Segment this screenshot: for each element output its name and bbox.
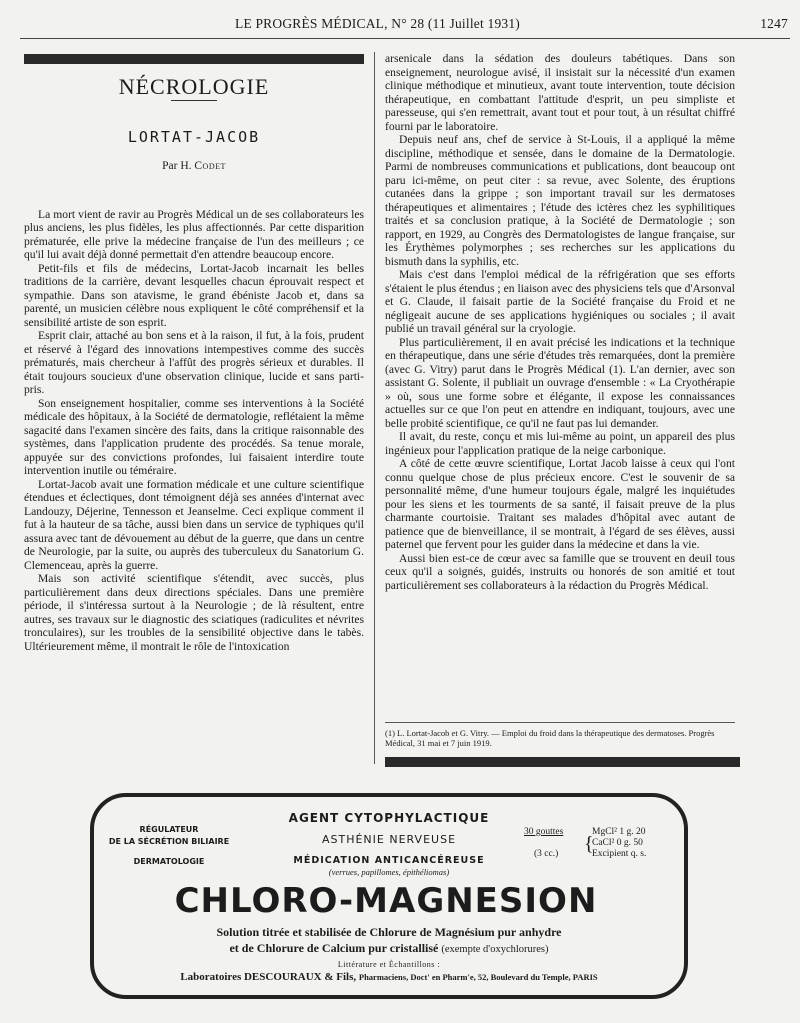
paragraph: Mais son activité scientifique s'étendit, avec succès, plus particulièrement dans deux directions spéciales. Dans une première période, il s'intéressa surtout à la Neurologie ; de là résultent, entre autres, ses travaux sur le diagnostic des sciatiques (radiculites et névrites tronculaires), sur les troubles de la sensibilité objective dans le tabès. Ultérieurement même, il montrait le rôle de l'intoxication bbox=[24, 572, 364, 653]
ad-description-2-text: et de Chlorure de Calcium pur cristallisé bbox=[229, 941, 439, 955]
title-underline bbox=[171, 100, 217, 101]
paragraph: Esprit clair, attaché au bon sens et à la raison, il fut, à la fois, prudent et réservé à l'égard des innovations intempestives comme des succès prématurés, mais chercheur à l'affût des progrès sérieux et durables. Il était toujours soucieux d'une observation clinique, lucide et sans parti-pris. bbox=[24, 329, 364, 396]
page-number: 1247 bbox=[760, 16, 788, 31]
paragraph: Aussi bien est-ce de cœur avec sa famille que se trouvent en deuil tous ceux qu'il a soignés, guidés, instruits ou honorés de son amitié et tout particulièrement ses collaborateurs à la rédaction du Progrès Médical. bbox=[385, 551, 735, 592]
left-column bbox=[24, 54, 364, 766]
top-band bbox=[24, 54, 364, 64]
paragraph: Petit-fils et fils de médecins, Lortat-Jacob incarnait les belles traditions de la carrière, devant lesquelles chacun éprouvait respect et sympathie. Dans son atavisme, le grand ébéniste Jacob et, dans sa parenté, un musicien célèbre nous expliquent le côté compréhensif et la sensibilité artiste de son esprit. bbox=[24, 261, 364, 329]
running-header bbox=[40, 10, 788, 34]
byline bbox=[24, 160, 364, 174]
ad-regulateur: RÉGULATEUR bbox=[139, 825, 199, 834]
byline-author: Codet bbox=[194, 160, 226, 172]
paragraph: Son enseignement hospitalier, comme ses interventions à la Société médicale des hôpitaux, à la Société de dermatologie, reflétaient la même sagacité dans l'examen sincère des faits, dans la critique raisonnable des systèmes, dans l'application prudente des procédés. Sa tenue morale, appuyée sur des convictions profondes, lui faisaient interdire toute intervention inutile ou téméraire. bbox=[24, 396, 364, 477]
paragraph: Il avait, du reste, conçu et mis lui-même au point, un appareil des plus ingénieux pour l'application pratique de la neige carbonique. bbox=[385, 430, 735, 457]
dose-ca: CaCl² 0 g. 50 bbox=[592, 838, 643, 848]
paragraph: Depuis neuf ans, chef de service à St-Louis, il a appliqué la même discipline, méthodique et sensée, dans le domaine de la Dermatologie. Parmi de nombreuses communications et publications, dont beaucoup ont paru ici-même, on peut citer : sa revue, avec Solente, des éruptions cutanées dans la grippe ; son important travail sur les dermatoses thérapeutiques et alimentaires ; l'étude des ictères chez les syphilitiques traités et sa conclusion pratique, à la Société de Dermatologie ; son rapport, en 1929, au Congrès des Dermatologistes de langue française, sur les Érythèmes polymorphes ; ses recherches sur les applications du bismuth dans la syphilis, etc. bbox=[385, 133, 735, 268]
paragraph: La mort vient de ravir au Progrès Médical un de ses collaborateurs les plus anciens, les plus fidèles, les plus affectionnés. Par cette disparition prématurée, elle prive la médecine française de l'un des meilleurs ; ce qu'il lui avait déjà donné permettait d'en attendre beaucoup encore. bbox=[24, 207, 364, 261]
section-title: NÉCROLOGIE bbox=[118, 74, 270, 99]
ad-dermatologie: DERMATOLOGIE bbox=[133, 857, 205, 866]
bottom-band bbox=[385, 757, 740, 767]
ad-asthenie: ASTHÉNIE NERVEUSE bbox=[321, 833, 457, 846]
ad-lab-address: Pharmaciens, Doct' en Pharm'e, 52, Boulevard du Temple, PARIS bbox=[358, 972, 598, 982]
right-column bbox=[385, 52, 735, 752]
dose-brace: { bbox=[584, 833, 594, 855]
ad-laboratory bbox=[94, 971, 684, 983]
dose-excipient: Excipient q. s. bbox=[592, 849, 647, 859]
ad-secretion: DE LA SÉCRÉTION BILIAIRE bbox=[108, 837, 230, 846]
ad-agent: AGENT CYTOPHYLACTIQUE bbox=[288, 811, 490, 825]
paragraph: arsenicale dans la sédation des douleurs tabétiques. Dans son enseignement, neurologue avisé, il insistait sur la nécessité d'un examen clinique méthodique et minutieux, avant toute intervention, toute décision thérapeutique, en combattant l'attitude d'esprit, un peu simpliste et paresseuse, qui s'en remettrait, avant tout et pour tout, à un résultat chiffré fourni par le laboratoire. bbox=[385, 52, 735, 133]
paragraph: A côté de cette œuvre scientifique, Lortat Jacob laisse à ceux qui l'ont connu quelque chose de plus précieux encore. C'est le souvenir de sa personnalité même, d'une humeur toujours égale, malgré les inquiétudes pour les siens et les tourments de sa santé, il faisait preuve de la plus charmante courtoisie. Traitant ses malades d'hôpital avec autant de patience que de bienveillance, il se montrait, à l'égard de ses élèves, aussi paternel que fervent pour les guider dans la médecine et dans la vie. bbox=[385, 457, 735, 551]
footnote-rule bbox=[385, 722, 735, 723]
byline-prefix: Par H. bbox=[162, 160, 192, 172]
column-divider bbox=[374, 52, 375, 764]
paragraph: Mais c'est dans l'emploi médical de la réfrigération que ses efforts s'étaient le plus étendus ; en liaison avec des physiciens tels que d'Arsonval et G. Claude, il faisait partie de la Société française du Froid et ne négligeait aucune de ses applications hygiéniques ou sociales ; il avait publié un travail général sur la cryologie. bbox=[385, 268, 735, 335]
dose-drops: 30 gouttes bbox=[524, 827, 564, 837]
dose-mg: MgCl² 1 g. 20 bbox=[592, 827, 646, 837]
ad-literature: Littérature et Échantillons : bbox=[337, 960, 441, 969]
advertisement bbox=[90, 793, 688, 999]
journal-title: LE PROGRÈS MÉDICAL, N° 28 (11 Juillet 1931) bbox=[235, 16, 520, 31]
dose-cc: (3 cc.) bbox=[534, 849, 559, 859]
ad-description-2 bbox=[94, 941, 684, 956]
paragraph: Plus particulièrement, il en avait précisé les indications et la technique en thérapeutique, dans une série d'études très remarquées, dont la première (avec G. Vitry) parut dans le Progrès Médical (1). L'an dernier, avec son assistant G. Solente, il publiait un ouvrage d'ensemble : « La Cryothérapie » où, sous une forme sobre et élégante, il expose les connaissances actuelles sur ce que l'on peut en attendre en indiquant, toujours, avec une belle probité scientifique, ce qu'il ne faut pas lui demander. bbox=[385, 335, 735, 430]
ad-medication: MÉDICATION ANTICANCÉREUSE bbox=[293, 855, 485, 866]
footnote: (1) L. Lortat-Jacob et G. Vitry. — Emploi du froid dans la thérapeutique des dermatoses. Progrès Médical, 31 mai et 7 juin 1919. bbox=[385, 728, 715, 748]
paragraph: Lortat-Jacob avait une formation médicale et une culture scientifique étendues et éclectiques, dont témoignent déjà ses années d'internat avec Landouzy, Déjerine, Tennesson et Jeanselme. Ceci explique comment il fut à la hauteur de sa tâche, aussi bien dans un service de typhiques qu'il assura avec tant de dévouement au début de la guerre, que dans un centre de Neurologie, par la suite, ou auprès des tuberculeux du Sanatorium G. Clemenceau, après la guerre. bbox=[24, 477, 364, 572]
article-title: LORTAT-JACOB bbox=[127, 127, 261, 146]
ad-description-2-note: (exempte d'oxychlorures) bbox=[441, 944, 549, 955]
brand-name: CHLORO-MAGNESION bbox=[174, 881, 598, 921]
ad-medication-sub: (verrues, papillomes, épithéliomas) bbox=[328, 867, 450, 877]
header-rule bbox=[20, 38, 790, 39]
ad-description-1: Solution titrée et stabilisée de Chlorure de Magnésium pur anhydre bbox=[216, 925, 562, 939]
ad-lab-name: Laboratoires DESCOURAUX & Fils, bbox=[180, 971, 357, 983]
